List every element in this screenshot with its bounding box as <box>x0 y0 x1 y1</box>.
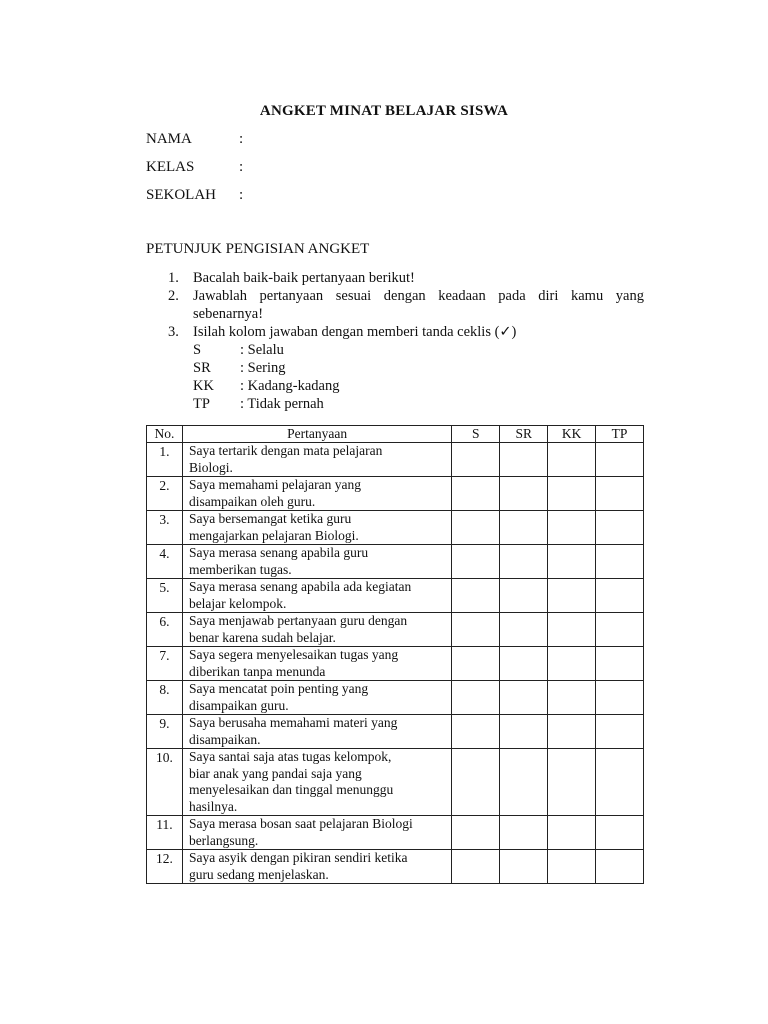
answer-cell-kk[interactable] <box>548 850 596 884</box>
legend-code: S <box>193 342 202 358</box>
field-label: SEKOLAH <box>146 187 216 203</box>
question-line: menyelesaikan dan tinggal menunggu <box>188 782 394 797</box>
answer-cell-sr[interactable] <box>500 443 548 477</box>
answer-cell-sr[interactable] <box>500 579 548 613</box>
header-sr: SR <box>500 426 548 443</box>
answer-cell-sr[interactable] <box>500 613 548 647</box>
table-row <box>147 579 644 613</box>
question-line: memberikan tugas. <box>188 561 292 577</box>
question-line: Saya menjawab pertanyaan guru dengan <box>188 613 408 628</box>
legend-row <box>193 395 644 413</box>
answer-cell-s[interactable] <box>452 443 500 477</box>
table-body <box>147 443 644 884</box>
row-number: 11. <box>147 816 183 850</box>
instruction-text: Jawablah pertanyaan sesuai dengan keadaan pada diri kamu yang sebenarnya! <box>193 288 644 322</box>
answer-cell-sr[interactable] <box>500 545 548 579</box>
legend-meaning: : Sering <box>240 360 286 376</box>
answer-cell-sr[interactable] <box>500 816 548 850</box>
answer-cell-s[interactable] <box>452 511 500 545</box>
answer-cell-s[interactable] <box>452 715 500 749</box>
question-line: diberikan tanpa menunda <box>188 663 326 679</box>
answer-cell-tp[interactable] <box>596 443 644 477</box>
question-line: disampaikan. <box>188 731 261 747</box>
table-row <box>147 850 644 884</box>
header-s: S <box>452 426 500 443</box>
legend-row <box>193 341 644 359</box>
question-text <box>182 579 451 613</box>
instruction-number: 1. <box>168 270 179 286</box>
table-row <box>147 477 644 511</box>
answer-cell-sr[interactable] <box>500 850 548 884</box>
answer-cell-s[interactable] <box>452 647 500 681</box>
answer-cell-sr[interactable] <box>500 715 548 749</box>
question-line: Saya mencatat poin penting yang <box>188 681 369 696</box>
legend-code: KK <box>193 378 214 394</box>
question-text <box>182 477 451 511</box>
instruction-item <box>168 269 644 287</box>
field-sekolah <box>146 187 243 204</box>
answer-cell-sr[interactable] <box>500 511 548 545</box>
legend-meaning: : Selalu <box>240 342 284 358</box>
answer-cell-tp[interactable] <box>596 681 644 715</box>
legend-row <box>193 377 644 395</box>
table-row <box>147 511 644 545</box>
table-row <box>147 545 644 579</box>
legend-meaning: : Tidak pernah <box>240 396 324 412</box>
instruction-text: Isilah kolom jawaban dengan memberi tanda ceklis (✓) <box>193 324 517 340</box>
question-line: hasilnya. <box>188 798 238 814</box>
question-line: Saya merasa bosan saat pelajaran Biologi <box>188 816 413 831</box>
question-line: Saya bersemangat ketika guru <box>188 511 352 526</box>
question-line: mengajarkan pelajaran Biologi. <box>188 527 359 543</box>
question-line: Saya memahami pelajaran yang <box>188 477 361 492</box>
answer-cell-tp[interactable] <box>596 850 644 884</box>
question-text <box>182 647 451 681</box>
instructions-title: PETUNJUK PENGISIAN ANGKET <box>146 241 370 257</box>
answer-cell-kk[interactable] <box>548 647 596 681</box>
instructions-list <box>168 269 644 413</box>
instruction-item <box>168 287 644 323</box>
instruction-item <box>168 323 644 341</box>
field-kelas <box>146 159 243 176</box>
answer-cell-tp[interactable] <box>596 511 644 545</box>
answer-cell-kk[interactable] <box>548 443 596 477</box>
question-line: berlangsung. <box>188 832 259 848</box>
legend-row <box>193 359 644 377</box>
question-line: belajar kelompok. <box>188 595 287 611</box>
field-label: KELAS <box>146 159 195 175</box>
question-line: disampaikan guru. <box>188 697 289 713</box>
question-text <box>182 816 451 850</box>
answer-cell-kk[interactable] <box>548 613 596 647</box>
question-text <box>182 681 451 715</box>
answer-cell-s[interactable] <box>452 477 500 511</box>
header-no: No. <box>147 426 183 443</box>
answer-cell-tp[interactable] <box>596 816 644 850</box>
row-number: 7. <box>147 647 183 681</box>
table-header-row <box>147 426 644 443</box>
question-text <box>182 511 451 545</box>
answer-cell-s[interactable] <box>452 749 500 816</box>
answer-cell-sr[interactable] <box>500 477 548 511</box>
row-number: 10. <box>147 749 183 816</box>
question-line: Saya berusaha memahami materi yang <box>188 715 398 730</box>
answer-cell-s[interactable] <box>452 579 500 613</box>
answer-cell-tp[interactable] <box>596 579 644 613</box>
legend-code: TP <box>193 396 210 412</box>
answer-cell-s[interactable] <box>452 816 500 850</box>
answer-cell-sr[interactable] <box>500 647 548 681</box>
row-number: 8. <box>147 681 183 715</box>
table-row <box>147 749 644 816</box>
question-line: Saya santai saja atas tugas kelompok, <box>188 749 392 764</box>
question-line: Saya tertarik dengan mata pelajaran <box>188 443 383 458</box>
answer-cell-kk[interactable] <box>548 816 596 850</box>
question-text <box>182 715 451 749</box>
field-separator: : <box>239 131 244 147</box>
question-text <box>182 613 451 647</box>
answer-cell-tp[interactable] <box>596 749 644 816</box>
answer-cell-tp[interactable] <box>596 647 644 681</box>
field-nama <box>146 131 243 148</box>
question-line: Saya asyik dengan pikiran sendiri ketika <box>188 850 408 865</box>
table-row <box>147 443 644 477</box>
question-line: benar karena sudah belajar. <box>188 629 336 645</box>
instruction-text: Bacalah baik-baik pertanyaan berikut! <box>193 270 415 286</box>
question-line: guru sedang menjelaskan. <box>188 866 329 882</box>
document-title: ANGKET MINAT BELAJAR SISWA <box>259 103 509 119</box>
question-text <box>182 749 451 816</box>
answer-cell-kk[interactable] <box>548 511 596 545</box>
table-row <box>147 816 644 850</box>
row-number: 12. <box>147 850 183 884</box>
legend-meaning: : Kadang-kadang <box>240 378 340 394</box>
instruction-number: 2. <box>168 288 179 304</box>
question-text <box>182 545 451 579</box>
questionnaire-table <box>146 425 644 884</box>
legend-code: SR <box>193 360 211 376</box>
header-question: Pertanyaan <box>182 426 451 443</box>
field-separator: : <box>239 187 244 203</box>
answer-cell-kk[interactable] <box>548 579 596 613</box>
answer-cell-kk[interactable] <box>548 545 596 579</box>
answer-cell-tp[interactable] <box>596 715 644 749</box>
question-text <box>182 850 451 884</box>
answer-legend <box>193 341 644 413</box>
answer-cell-sr[interactable] <box>500 749 548 816</box>
answer-cell-s[interactable] <box>452 613 500 647</box>
question-line: disampaikan oleh guru. <box>188 493 316 509</box>
field-label: NAMA <box>146 131 192 147</box>
question-text <box>182 443 451 477</box>
answer-cell-tp[interactable] <box>596 613 644 647</box>
row-number: 1. <box>147 443 183 477</box>
answer-cell-s[interactable] <box>452 850 500 884</box>
header-tp: TP <box>596 426 644 443</box>
question-line: biar anak yang pandai saja yang <box>188 765 362 781</box>
field-separator: : <box>239 159 244 175</box>
table-row <box>147 715 644 749</box>
answer-cell-tp[interactable] <box>596 545 644 579</box>
row-number: 5. <box>147 579 183 613</box>
row-number: 9. <box>147 715 183 749</box>
question-line: Saya segera menyelesaikan tugas yang <box>188 647 399 662</box>
table-row <box>147 613 644 647</box>
answer-cell-kk[interactable] <box>548 681 596 715</box>
answer-cell-s[interactable] <box>452 545 500 579</box>
answer-cell-kk[interactable] <box>548 715 596 749</box>
row-number: 6. <box>147 613 183 647</box>
answer-cell-kk[interactable] <box>548 749 596 816</box>
question-line: Saya merasa senang apabila ada kegiatan <box>188 579 412 594</box>
instruction-number: 3. <box>168 324 179 340</box>
row-number: 4. <box>147 545 183 579</box>
question-line: Saya merasa senang apabila guru <box>188 545 369 560</box>
row-number: 2. <box>147 477 183 511</box>
header-kk: KK <box>548 426 596 443</box>
row-number: 3. <box>147 511 183 545</box>
question-line: Biologi. <box>188 459 233 475</box>
answer-cell-kk[interactable] <box>548 477 596 511</box>
answer-cell-tp[interactable] <box>596 477 644 511</box>
answer-cell-s[interactable] <box>452 681 500 715</box>
table-row <box>147 647 644 681</box>
answer-cell-sr[interactable] <box>500 681 548 715</box>
table-row <box>147 681 644 715</box>
